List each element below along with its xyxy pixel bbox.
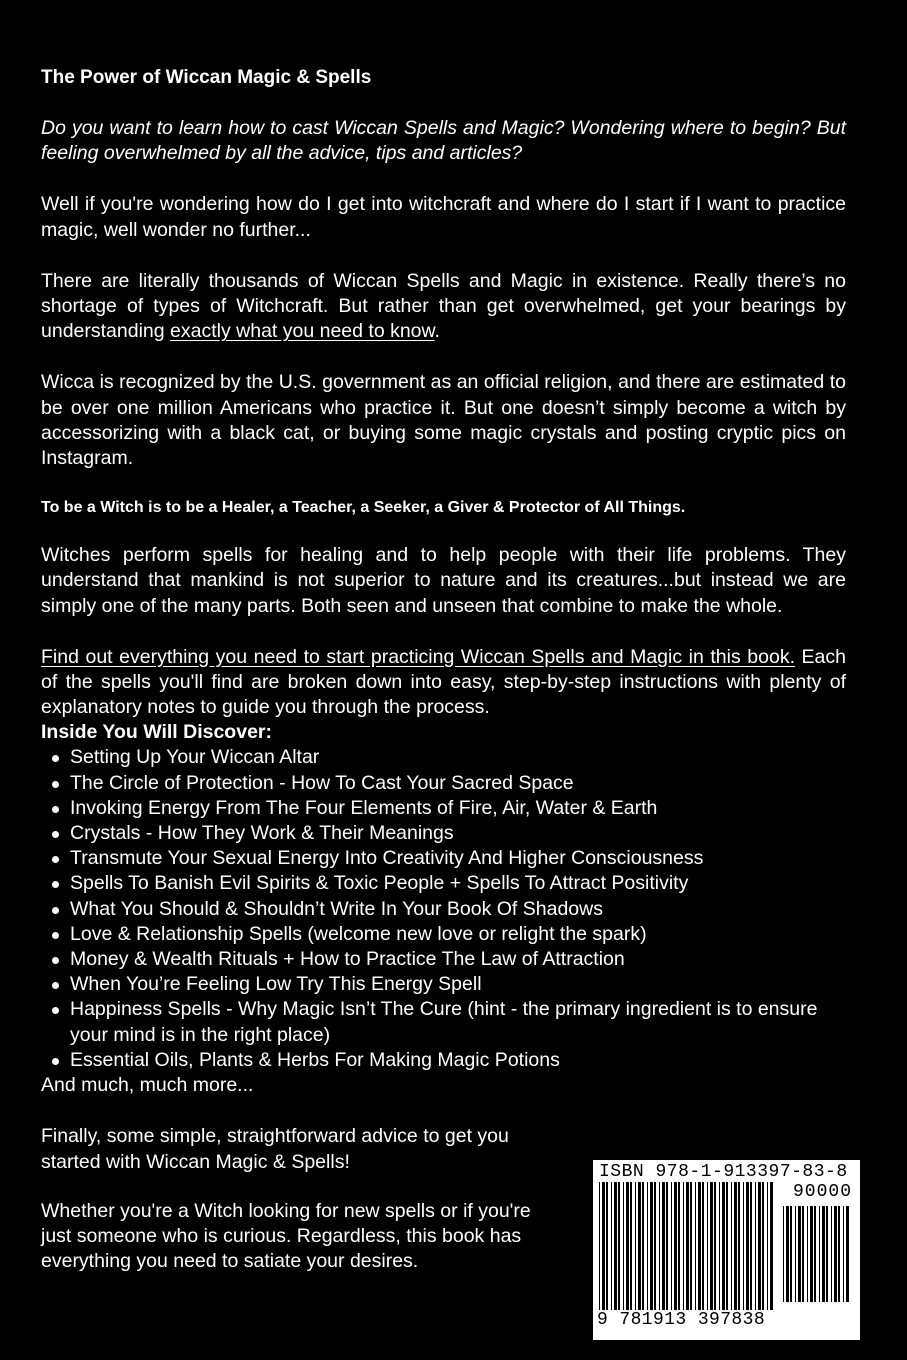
list-item: What You Should & Shouldn’t Write In Your Book Of Shadows [41, 897, 846, 922]
barcode-bar [734, 1182, 737, 1310]
barcode-bar [662, 1182, 665, 1310]
discover-list [41, 745, 846, 1073]
barcode-bar [611, 1182, 612, 1310]
barcode-bar [834, 1206, 837, 1302]
list-item: Money & Wealth Rituals + How to Practice The Law of Attraction [41, 947, 846, 972]
paragraph-finally: Finally, some simple, straightforward advice to get you started with Wiccan Magic & Spells! [41, 1125, 509, 1173]
paragraph-thousands [41, 269, 846, 345]
barcode-bar [786, 1206, 789, 1302]
barcode-bar [626, 1182, 629, 1310]
barcode-bar [783, 1206, 784, 1302]
barcode-bar [750, 1182, 752, 1310]
barcode-bar [683, 1182, 684, 1310]
barcode-bar [819, 1206, 820, 1302]
barcode-bars [597, 1182, 775, 1310]
barcode-bar [702, 1182, 704, 1310]
barcode-bar [722, 1182, 725, 1310]
list-item: Love & Relationship Spells (welcome new love or relight the spark) [41, 922, 846, 947]
barcode-bar [710, 1182, 713, 1310]
barcode-bar [638, 1182, 641, 1310]
barcode-bar [807, 1206, 808, 1302]
barcode-bar [599, 1182, 600, 1310]
find-out-rest: Each of the spells you'll find are broken down into easy, step-by-step instructions with plenty of explanatory notes to guide you through the process. [41, 645, 846, 719]
barcode-bar [790, 1206, 792, 1302]
back-cover-text [41, 66, 846, 1274]
barcode-bar [714, 1182, 716, 1310]
paragraph-find-out [41, 645, 846, 721]
barcode-bar [647, 1182, 648, 1310]
bold-statement: To be a Witch is to be a Healer, a Teacher, a Seeker, a Giver & Protector of All Things. [41, 499, 686, 517]
barcode-bar [659, 1182, 660, 1310]
barcode-bar [831, 1206, 832, 1302]
price-barcode-bars [781, 1206, 851, 1302]
list-item: The Circle of Protection - How To Cast Your Sacred Space [41, 771, 846, 796]
price-code: 90000 [792, 1182, 852, 1202]
barcode-bar [846, 1206, 849, 1302]
intro-question: Do you want to learn how to cast Wiccan Spells and Magic? Wondering where to begin? But feeling overwhelmed by all the advice, tips and articles? [41, 117, 846, 165]
isbn-label: ISBN 978-1-913397-83-8 [599, 1162, 848, 1182]
list-item: Setting Up Your Wiccan Altar [41, 745, 846, 770]
barcode-bar [642, 1182, 644, 1310]
find-out-text: Find out everything you need to start practicing Wiccan Spells and Magic in this book. [41, 645, 795, 668]
list-item: Invoking Energy From The Four Elements of Fire, Air, Water & Earth [41, 796, 846, 821]
discover-heading: Inside You Will Discover: [41, 721, 272, 744]
barcode-bar [826, 1206, 828, 1302]
barcode-bar [719, 1182, 720, 1310]
barcode-bar [758, 1182, 761, 1310]
barcode-bar [623, 1182, 624, 1310]
barcode-bar [606, 1182, 608, 1310]
barcode-bar [743, 1182, 744, 1310]
barcode-bar [695, 1182, 696, 1310]
barcode-bar [822, 1206, 825, 1302]
barcode-bar [630, 1182, 632, 1310]
barcode-bar [614, 1182, 617, 1310]
barcode-bar [602, 1182, 605, 1310]
barcode-bar [674, 1182, 677, 1310]
barcode-bar [678, 1182, 680, 1310]
barcode-bar [838, 1206, 840, 1302]
paragraph-wicca-religion: Wicca is recognized by the U.S. government as an official religion, and there are estimated to be over one million Americans who practice it. But one doesn’t simply become a witch by accessorizing with a black cat, or buying some magic crystals and posting cryptic pics on Instagram. [41, 371, 846, 470]
paragraph-thousands-text: There are literally thousands of Wiccan Spells and Magic in existence. Really there’s no shortage of types of Witchcraft. But rather than get overwhelmed, get your bearings by understanding [41, 269, 846, 343]
barcode-bar [802, 1206, 804, 1302]
barcode-bar [707, 1182, 708, 1310]
barcode-bar [755, 1182, 756, 1310]
barcode-bar [686, 1182, 689, 1310]
barcode-bar [795, 1206, 796, 1302]
list-item: Happiness Spells - Why Magic Isn’t The Cure (hint - the primary ingredient is to ensure your mind is in the right place) [41, 997, 846, 1047]
and-more: And much, much more... [41, 1074, 254, 1097]
paragraph-wondering: Well if you're wondering how do I get into witchcraft and where do I start if I want to practice magic, well wonder no further... [41, 193, 846, 241]
barcode-bar [746, 1182, 749, 1310]
barcode-bar [762, 1182, 764, 1310]
barcode-bar [654, 1182, 656, 1310]
paragraph-whether: Whether you're a Witch looking for new spells or if you're just someone who is curious. Regardless, this book has everything you need to satiate your desires. [41, 1199, 531, 1273]
list-item: Crystals - How They Work & Their Meanings [41, 821, 846, 846]
list-item: Spells To Banish Evil Spirits & Toxic People + Spells To Attract Positivity [41, 871, 846, 896]
list-item: When You’re Feeling Low Try This Energy Spell [41, 972, 846, 997]
barcode-bar [671, 1182, 672, 1310]
list-item: Essential Oils, Plants & Herbs For Making Magic Potions [41, 1048, 846, 1073]
barcode-bar [666, 1182, 668, 1310]
paragraph-thousands-end: . [434, 320, 440, 343]
barcode-bar [650, 1182, 653, 1310]
ean-number: 9 781913 397838 [597, 1310, 766, 1330]
paragraph-witches: Witches perform spells for healing and to help people with their life problems. They understand that mankind is not superior to nature and its creatures...but instead we are simply one of the many parts. Both seen and unseen that combine to make the whole. [41, 544, 846, 617]
barcode-bar [726, 1182, 728, 1310]
barcode-bar [814, 1206, 816, 1302]
barcode-bar [698, 1182, 701, 1310]
barcode-bar [810, 1206, 813, 1302]
barcode-bar [770, 1182, 773, 1310]
book-title: The Power of Wiccan Magic & Spells [41, 67, 372, 88]
barcode-bar [767, 1182, 768, 1310]
isbn-barcode [593, 1160, 860, 1340]
barcode-bar [618, 1182, 620, 1310]
know-link-text: exactly what you need to know [170, 320, 435, 343]
barcode-bar [731, 1182, 732, 1310]
list-item: Transmute Your Sexual Energy Into Creativity And Higher Consciousness [41, 846, 846, 871]
barcode-bar [690, 1182, 692, 1310]
barcode-bar [843, 1206, 844, 1302]
barcode-bar [635, 1182, 636, 1310]
barcode-bar [798, 1206, 801, 1302]
barcode-bar [738, 1182, 740, 1310]
